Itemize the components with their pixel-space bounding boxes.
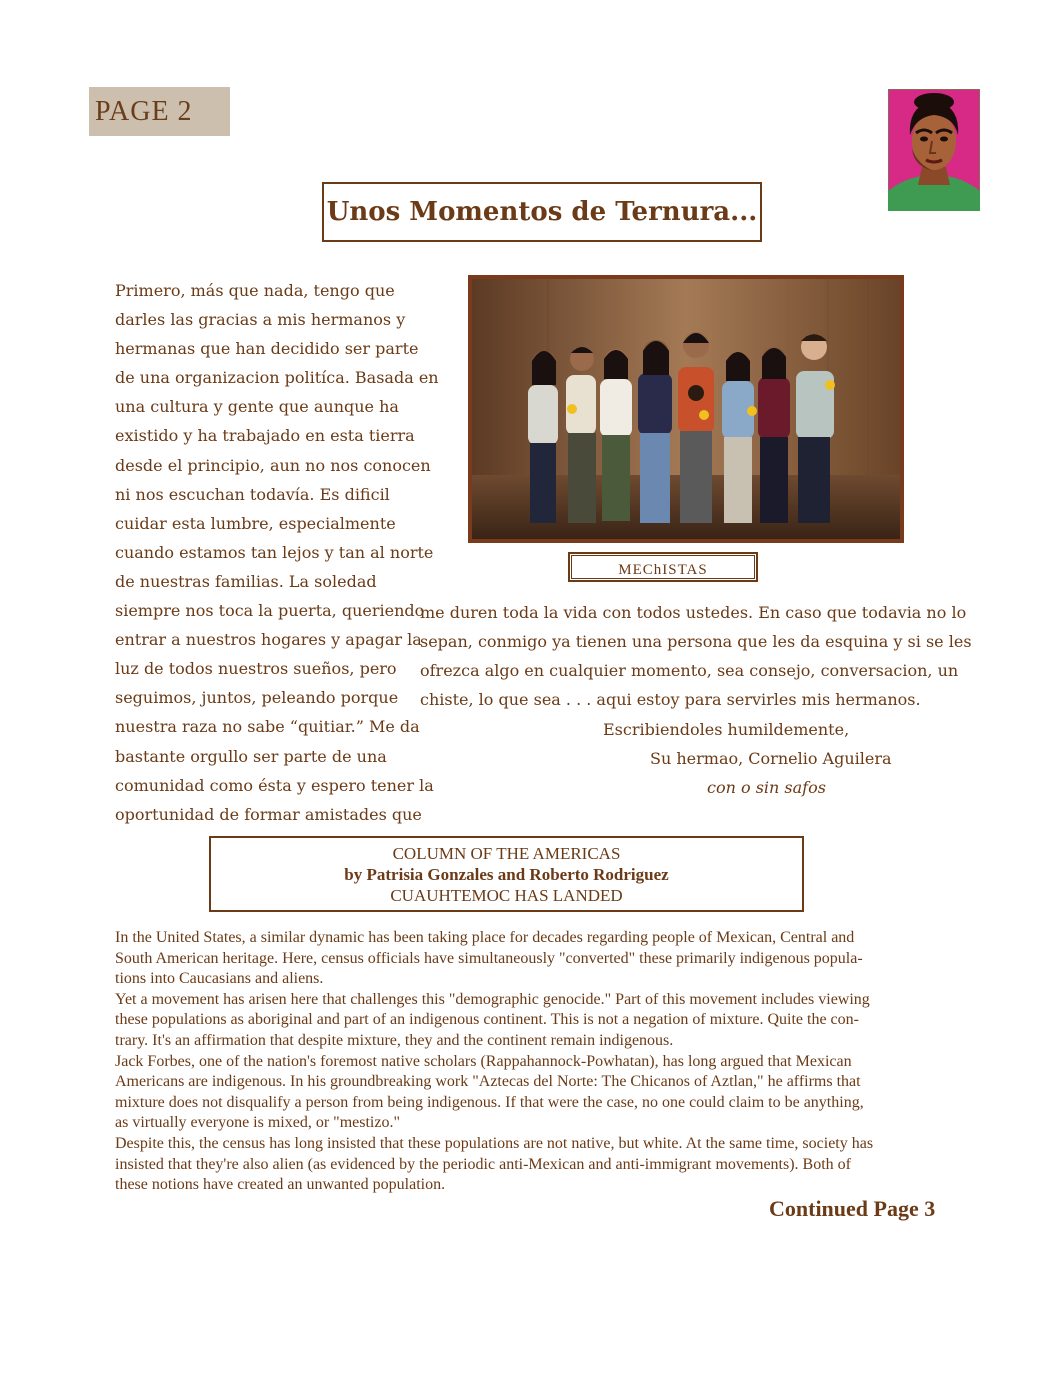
text-line: insisted that they're also alien (as evidenced by the periodic anti-Mexican and anti-immigrant movements). Both of xyxy=(115,1155,851,1173)
text-line: Yet a movement has arisen here that challenges this "demographic genocide." Part of this movement includes viewing xyxy=(115,990,870,1008)
text-line: these populations as aboriginal and part of an indigenous continent. This is not a negation of mixture. Quite the con- xyxy=(115,1011,859,1029)
text-line: de una organizacion politíca. Basada en xyxy=(115,368,439,388)
text-line: desde el principio, aun no nos conocen xyxy=(115,455,431,475)
column-article-text xyxy=(115,928,965,1196)
text-line: me duren toda la vida con todos ustedes. En caso que todavia no lo xyxy=(420,603,967,622)
photo-caption-box xyxy=(568,552,758,582)
column-name: COLUMN OF THE AMERICAS xyxy=(392,843,621,863)
text-line: mixture does not disqualify a person from being indigenous. If that were the case, no one could claim to be anything, xyxy=(115,1093,864,1111)
text-line: existido y ha trabajado en esta tierra xyxy=(115,426,415,446)
portrait-image xyxy=(888,89,980,211)
right-column-text xyxy=(420,598,972,714)
column-headline: CUAUHTEMOC HAS LANDED xyxy=(390,885,623,905)
text-line: bastante orgullo ser parte de una xyxy=(115,746,387,766)
text-line: comunidad como ésta y espero tener la xyxy=(115,775,434,795)
signature-closing: Escribiendoles humildemente, xyxy=(603,720,850,739)
text-line: these notions have created an unwanted population. xyxy=(115,1176,446,1194)
text-line: South American heritage. Here, census officials have simultaneously "converted" these primarily indigenous popula- xyxy=(115,949,863,967)
text-line: nuestra raza no sabe “quitiar.” Me da xyxy=(115,717,420,737)
text-line: de nuestras familias. La soledad xyxy=(115,571,377,591)
column-header-box xyxy=(209,836,804,912)
text-line: sepan, conmigo ya tienen una persona que les da esquina y si se les xyxy=(420,632,972,652)
text-line: hermanas que han decidido ser parte xyxy=(115,339,419,359)
text-line: ofrezca algo en cualquier momento, sea consejo, conversacion, un xyxy=(420,661,959,681)
text-line: seguimos, juntos, peleando porque xyxy=(115,688,399,708)
photo-caption: MEChISTAS xyxy=(618,561,708,578)
text-line: Despite this, the census has long insisted that these populations are not native, but white. At the same time, society has xyxy=(115,1134,874,1152)
left-column-text xyxy=(115,276,439,829)
text-line: ni nos escuchan todavía. Es dificil xyxy=(115,484,390,504)
text-line: siempre nos toca la puerta, queriendo xyxy=(115,601,425,621)
signature-tagline: con o sin safos xyxy=(707,778,826,797)
text-line: trary. It's an affirmation that despite mixture, they and the continent remain indigenous. xyxy=(115,1031,674,1049)
text-line: una cultura y gente que aunque ha xyxy=(115,397,399,417)
article-title: Unos Momentos de Ternura... xyxy=(326,197,758,227)
text-line: luz de todos nuestros sueños, pero xyxy=(115,659,397,679)
text-line: Jack Forbes, one of the nation's foremost native scholars (Rappahannock-Powhatan), has long argued that Mexican xyxy=(115,1052,852,1070)
text-line: tions into Caucasians and aliens. xyxy=(115,970,324,988)
text-line: as virtually everyone is mixed, or "mestizo." xyxy=(115,1114,400,1132)
column-byline: by Patrisia Gonzales and Roberto Rodriguez xyxy=(344,864,669,884)
signature-name: Su hermao, Cornelio Aguilera xyxy=(650,749,892,768)
group-photo xyxy=(468,275,904,543)
continued-link[interactable]: Continued Page 3 xyxy=(769,1196,936,1221)
article-title-box xyxy=(322,182,762,242)
text-line: chiste, lo que sea . . . aqui estoy para servirles mis hermanos. xyxy=(420,690,921,710)
page-number-label: PAGE 2 xyxy=(89,87,230,136)
text-line: Primero, más que nada, tengo que xyxy=(115,281,395,300)
text-line: In the United States, a similar dynamic has been taking place for decades regarding people of Mexican, Central and xyxy=(115,929,855,946)
text-line: entrar a nuestros hogares y apagar la xyxy=(115,630,422,650)
text-line: darles las gracias a mis hermanos y xyxy=(115,310,406,330)
text-line: cuando estamos tan lejos y tan al norte xyxy=(115,542,434,562)
text-line: cuidar esta lumbre, especialmente xyxy=(115,513,396,533)
text-line: Americans are indigenous. In his groundbreaking work "Aztecas del Norte: The Chicanos of Aztlan," he affirms that xyxy=(115,1073,861,1091)
text-line: oportunidad de formar amistades que xyxy=(115,804,422,824)
